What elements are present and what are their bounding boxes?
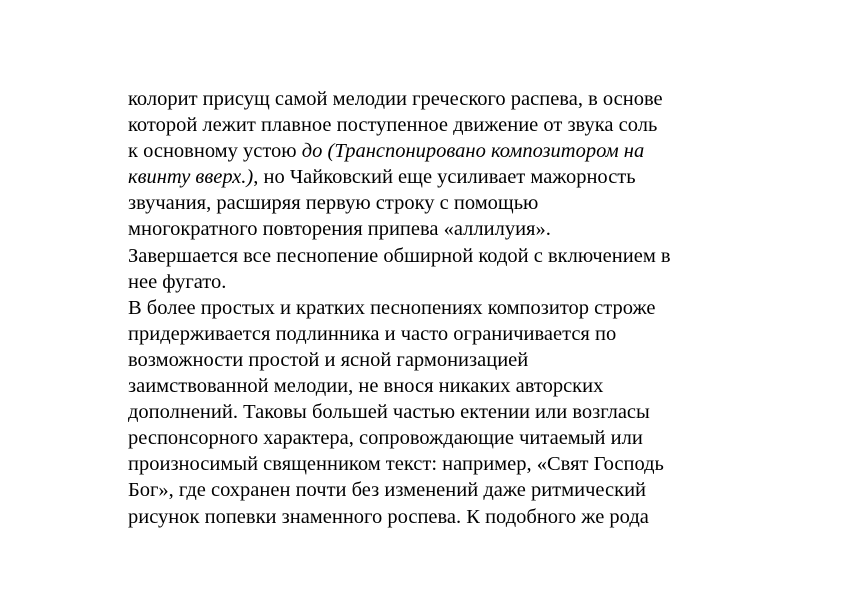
- text-run: многократного повторения припева «аллилуия».: [128, 218, 551, 241]
- text-line: [128, 321, 728, 347]
- text-line: [128, 164, 728, 190]
- text-run: возможности простой и ясной гармонизацией: [128, 348, 529, 371]
- text-run: заимствованной мелодии, не внося никаких авторских: [128, 375, 604, 398]
- text-run: , но Чайковский еще усиливает мажорность: [253, 166, 636, 189]
- text-run: В более простых и кратких песнопениях композитор строже: [128, 296, 656, 319]
- text-line: [128, 399, 728, 425]
- text-line: [128, 216, 728, 242]
- text-run: респонсорного характера, сопровождающие читаемый или: [128, 427, 643, 450]
- text-run: колорит присущ самой мелодии греческого распева, в основе: [128, 88, 663, 110]
- text-line: [128, 451, 728, 477]
- text-line: [128, 86, 728, 112]
- text-line: [128, 347, 728, 373]
- text-line: [128, 477, 728, 503]
- text-line: [128, 425, 728, 451]
- text-line: [128, 112, 728, 138]
- text-run: придерживается подлинника и часто ограничивается по: [128, 322, 617, 345]
- text-line: [128, 243, 728, 269]
- text-run: Завершается все песнопение обширной кодой с включением в: [128, 244, 671, 267]
- text-line: [128, 504, 728, 530]
- text-run: произносимый священником текст: например, «Свят Господь: [128, 453, 664, 476]
- text-run: которой лежит плавное поступенное движение от звука соль: [128, 114, 658, 137]
- text-line: [128, 138, 728, 164]
- text-line: [128, 295, 728, 321]
- text-line: [128, 373, 728, 399]
- text-line: [128, 269, 728, 295]
- body-text: [128, 86, 728, 530]
- text-run: звучания, расширяя первую строку с помощью: [128, 192, 539, 215]
- text-run: Бог», где сохранен почти без изменений даже ритмический: [128, 479, 647, 502]
- italic-note-text: до (Транспонировано композитором на: [301, 140, 645, 163]
- text-run: нее фугато.: [128, 270, 227, 293]
- text-line: [128, 190, 728, 216]
- text-run: к основному устою: [128, 140, 302, 163]
- text-run: рисунок попевки знаменного роспева. К подобного же рода: [128, 505, 649, 528]
- text-run: дополнений. Таковы большей частью ектении или возгласы: [128, 401, 650, 424]
- italic-note-text: квинту вверх.): [128, 166, 254, 189]
